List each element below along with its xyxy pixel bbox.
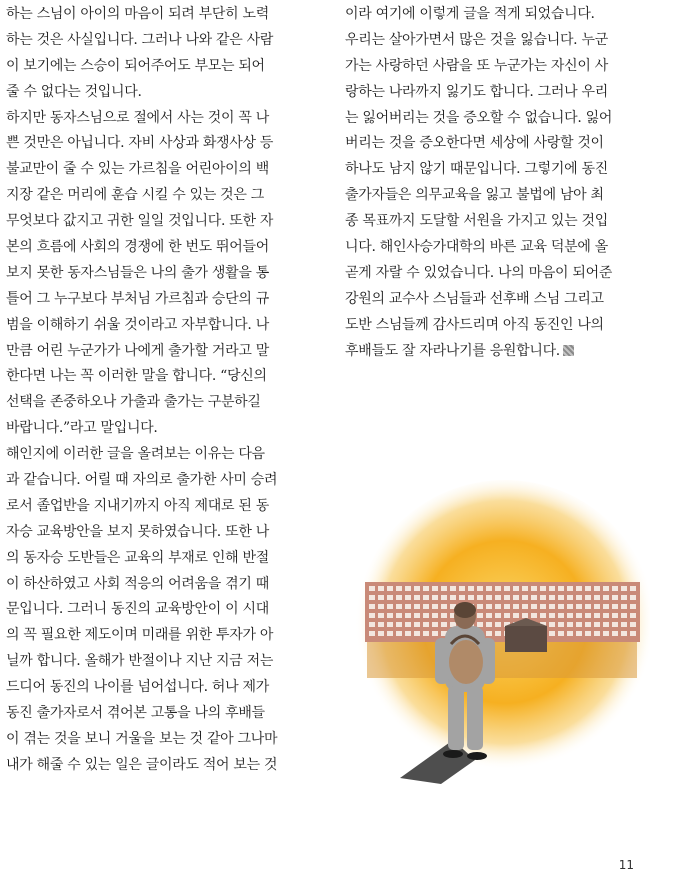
text-line: 강원의 교수사 스님들과 선후배 스님 그리고 bbox=[345, 290, 604, 307]
text-line: 한다면 나는 꼭 이러한 말을 합니다. “당신의 bbox=[6, 368, 267, 385]
text-line: 닐까 합니다. 올해가 반절이나 지난 지금 저는 bbox=[6, 653, 274, 670]
text-line: 니다. 해인사승가대학의 바른 교육 덕분에 올 bbox=[345, 239, 608, 256]
text-line: 만큼 어린 누군가가 나에게 출가할 거라고 말 bbox=[6, 342, 269, 359]
text-line: 본의 흐름에 사회의 경쟁에 한 번도 뛰어들어 bbox=[6, 239, 269, 256]
text-line: 틀어 그 누구보다 부처님 가르침과 승단의 규 bbox=[6, 290, 269, 307]
text-line: 무엇보다 값지고 귀한 일일 것입니다. 또한 자 bbox=[6, 213, 274, 230]
end-of-article-mark bbox=[563, 345, 574, 356]
text-line: 곧게 자랄 수 있었습니다. 나의 마음이 되어준 bbox=[345, 264, 613, 281]
text-line: 출가자들은 의무교육을 잃고 불법에 남아 최 bbox=[345, 187, 604, 204]
text-line: 문입니다. 그러니 동진의 교육방안이 이 시대 bbox=[6, 601, 269, 618]
text-line: 의 동자승 도반들은 교육의 부재로 인해 반절 bbox=[6, 549, 269, 566]
text-line: 범을 이해하기 쉬울 것이라고 자부합니다. 나 bbox=[6, 316, 269, 333]
text-line: 지장 같은 머리에 훈습 시킬 수 있는 것은 그 bbox=[6, 187, 265, 204]
text-line: 바랍니다.”라고 말입니다. bbox=[6, 420, 158, 437]
text-line: 하지만 동자스님으로 절에서 사는 것이 꼭 나 bbox=[6, 109, 269, 126]
text-line: 종 목표까지 도달할 서원을 가지고 있는 것입 bbox=[345, 213, 608, 230]
text-line: 쁜 것만은 아닙니다. 자비 사상과 화쟁사상 등 bbox=[6, 135, 274, 152]
text-line: 이 보기에는 스승이 되어주어도 부모는 되어 bbox=[6, 57, 265, 74]
text-line: 의 꼭 필요한 제도이며 미래를 위한 투자가 아 bbox=[6, 627, 274, 644]
left-text-column bbox=[6, 2, 306, 779]
text-line: 버리는 것을 증오한다면 세상에 사랑할 것이 bbox=[345, 135, 604, 152]
text-line: 도반 스님들께 감사드리며 아직 동진인 나의 bbox=[345, 316, 604, 333]
text-line: 후배들도 잘 자라나기를 응원합니다. bbox=[345, 339, 645, 365]
text-line: 하는 스님이 아이의 마음이 되려 부단히 노력 bbox=[6, 6, 269, 22]
text-line: 불교만이 줄 수 있는 가르침을 어린아이의 백 bbox=[6, 161, 269, 178]
text-line: 동진 출가자로서 겪어본 고통을 나의 후배들 bbox=[6, 705, 265, 722]
text-line: 이라 여기에 이렇게 글을 적게 되었습니다. bbox=[345, 6, 595, 22]
text-line: 이 하산하였고 사회 적응의 어려움을 겪기 때 bbox=[6, 575, 269, 592]
text-line: 이 겪는 것을 보니 거울을 보는 것 같아 그나마 bbox=[6, 730, 278, 747]
text-line: 줄 수 없다는 것입니다. bbox=[6, 83, 142, 100]
text-line: 해인지에 이러한 글을 올려보는 이유는 다음 bbox=[6, 446, 265, 463]
right-text-column bbox=[345, 2, 645, 364]
text-line: 하나도 남지 않기 때문입니다. 그렇기에 동진 bbox=[345, 161, 608, 178]
text-line: 드디어 동진의 나이를 넘어섭니다. 허나 제가 bbox=[6, 679, 269, 696]
text-line: 우리는 살아가면서 많은 것을 잃습니다. 누군 bbox=[345, 31, 608, 48]
text-line: 는 잃어버리는 것을 증오할 수 없습니다. 잃어 bbox=[345, 109, 613, 126]
text-line: 로서 졸업반을 지내기까지 아직 제대로 된 동 bbox=[6, 497, 269, 514]
text-line: 랑하는 나라까지 잃기도 합니다. 그러나 우리 bbox=[345, 83, 608, 100]
text-line: 하는 것은 사실입니다. 그러나 나와 같은 사람 bbox=[6, 31, 274, 48]
text-line: 선택을 존중하오나 가출과 출가는 구분하길 bbox=[6, 394, 261, 411]
ground bbox=[367, 638, 637, 678]
text-line: 가는 사랑하던 사람을 또 누군가는 자신이 사 bbox=[345, 57, 608, 74]
page-number: 11 bbox=[618, 858, 634, 872]
text-line: 보지 못한 동자스님들은 나의 출가 생활을 통 bbox=[6, 264, 269, 281]
text-line: 내가 해줄 수 있는 일은 글이라도 적어 보는 것 bbox=[6, 756, 278, 773]
text-line: 과 같습니다. 어릴 때 자의로 출가한 사미 승려 bbox=[6, 472, 278, 489]
text-line: 자승 교육방안을 보지 못하였습니다. 또한 나 bbox=[6, 523, 269, 540]
monk-and-temple-illustration bbox=[345, 478, 650, 798]
temple-building bbox=[365, 582, 640, 652]
